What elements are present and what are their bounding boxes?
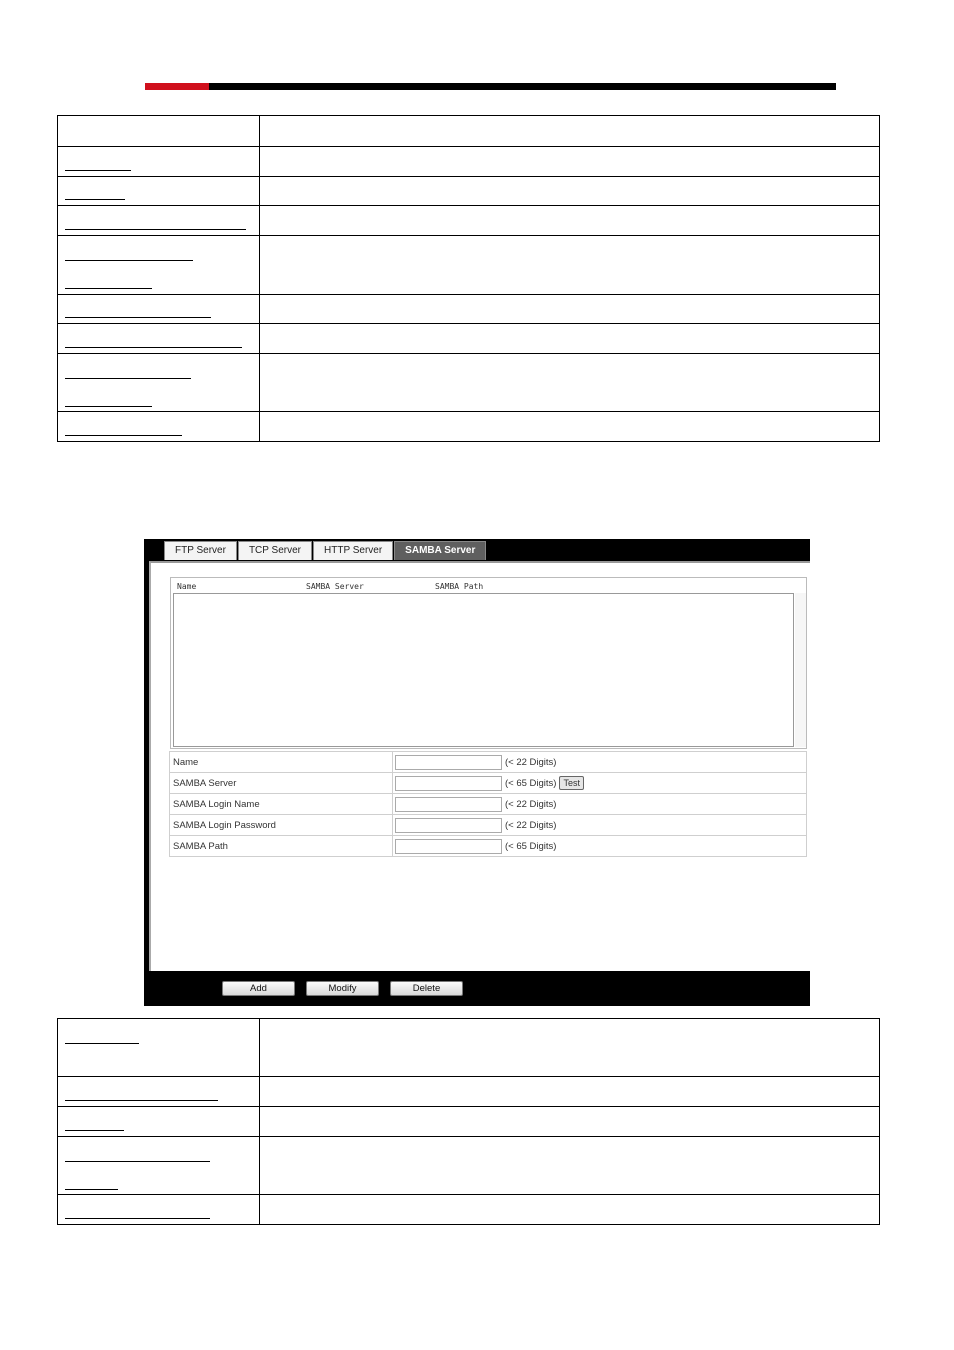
table-cell [58,1195,260,1225]
action-buttons [222,981,474,996]
login-name-cell [393,794,807,815]
name-hint: (< 22 Digits) [505,756,557,768]
table-row [58,324,880,354]
redacted-line [65,406,152,407]
table-cell [260,324,880,354]
table-row [58,1019,880,1077]
login-name-hint: (< 22 Digits) [505,798,557,810]
samba-path-input[interactable] [395,839,502,854]
samba-server-label: SAMBA Server [170,773,393,794]
redacted-line [65,317,211,318]
form-row-name [170,752,807,773]
redacted-line [65,170,131,171]
redacted-line [65,199,125,200]
panel-body [149,561,810,971]
form-row-login-password [170,815,807,836]
tab-http-server[interactable]: HTTP Server [313,541,393,560]
table-row [58,147,880,177]
table-cell [260,1137,880,1195]
login-password-input[interactable] [395,818,502,833]
redacted-line [65,1189,118,1190]
table-cell [260,354,880,412]
samba-path-label: SAMBA Path [170,836,393,857]
tab-ftp-server[interactable]: FTP Server [164,541,237,560]
modify-button[interactable]: Modify [306,981,379,996]
name-input[interactable] [395,755,502,770]
redacted-line [65,435,182,436]
tab-tcp-server[interactable]: TCP Server [238,541,312,560]
table-row [58,1137,880,1195]
redacted-line [65,1161,210,1162]
redacted-line [65,347,242,348]
redacted-line [65,1043,139,1044]
form-row-samba-server [170,773,807,794]
table-row [58,206,880,236]
name-cell [393,752,807,773]
table-cell [58,412,260,442]
samba-server-panel [144,539,810,1006]
table-cell [260,206,880,236]
table-cell [58,177,260,206]
list-area[interactable] [173,593,794,747]
table-row [58,116,880,147]
parameter-table-top [57,115,880,442]
list-col-name: Name [177,582,197,591]
redacted-line [65,378,191,379]
table-row [58,236,880,295]
login-password-label: SAMBA Login Password [170,815,393,836]
table-row [58,1195,880,1225]
table-cell [58,206,260,236]
table-row [58,1077,880,1107]
table-cell [58,236,260,295]
table-row [58,177,880,206]
table-cell [58,116,260,147]
table-cell [260,295,880,324]
table-cell [260,1019,880,1077]
test-button[interactable]: Test [559,776,584,790]
table-cell [260,1195,880,1225]
samba-server-cell [393,773,807,794]
table-cell [260,412,880,442]
samba-path-cell [393,836,807,857]
table-cell [260,177,880,206]
samba-form [169,751,807,857]
login-name-label: SAMBA Login Name [170,794,393,815]
redacted-line [65,229,246,230]
form-row-login-name [170,794,807,815]
table-cell [58,1019,260,1077]
table-row [58,412,880,442]
login-password-hint: (< 22 Digits) [505,819,557,831]
table-row [58,354,880,412]
table-row [58,295,880,324]
table-row [58,1107,880,1137]
samba-path-hint: (< 65 Digits) [505,840,557,852]
redacted-line [65,1100,218,1101]
tab-samba-server[interactable]: SAMBA Server [394,541,486,560]
login-password-cell [393,815,807,836]
table-cell [260,147,880,177]
list-col-samba-server: SAMBA Server [306,582,364,591]
table-cell [58,1137,260,1195]
samba-server-hint: (< 65 Digits) [505,777,557,789]
table-cell [260,1077,880,1107]
redacted-line [65,288,152,289]
delete-button[interactable]: Delete [390,981,463,996]
parameter-table-bottom [57,1018,880,1225]
list-scrollbar[interactable] [795,593,806,747]
samba-list[interactable] [170,577,807,749]
redacted-line [65,1130,124,1131]
table-cell [58,324,260,354]
table-cell [260,116,880,147]
table-cell [58,147,260,177]
header-bar-red [145,83,209,90]
redacted-line [65,260,193,261]
table-cell [260,1107,880,1137]
table-cell [58,1077,260,1107]
samba-server-input[interactable] [395,776,502,791]
table-cell [260,236,880,295]
header-bar-black [209,83,836,90]
table-cell [58,295,260,324]
tab-bar [164,541,487,560]
form-row-samba-path [170,836,807,857]
redacted-line [65,1218,210,1219]
login-name-input[interactable] [395,797,502,812]
table-cell [58,354,260,412]
list-col-samba-path: SAMBA Path [435,582,484,591]
name-label: Name [170,752,393,773]
table-cell [58,1107,260,1137]
add-button[interactable]: Add [222,981,295,996]
